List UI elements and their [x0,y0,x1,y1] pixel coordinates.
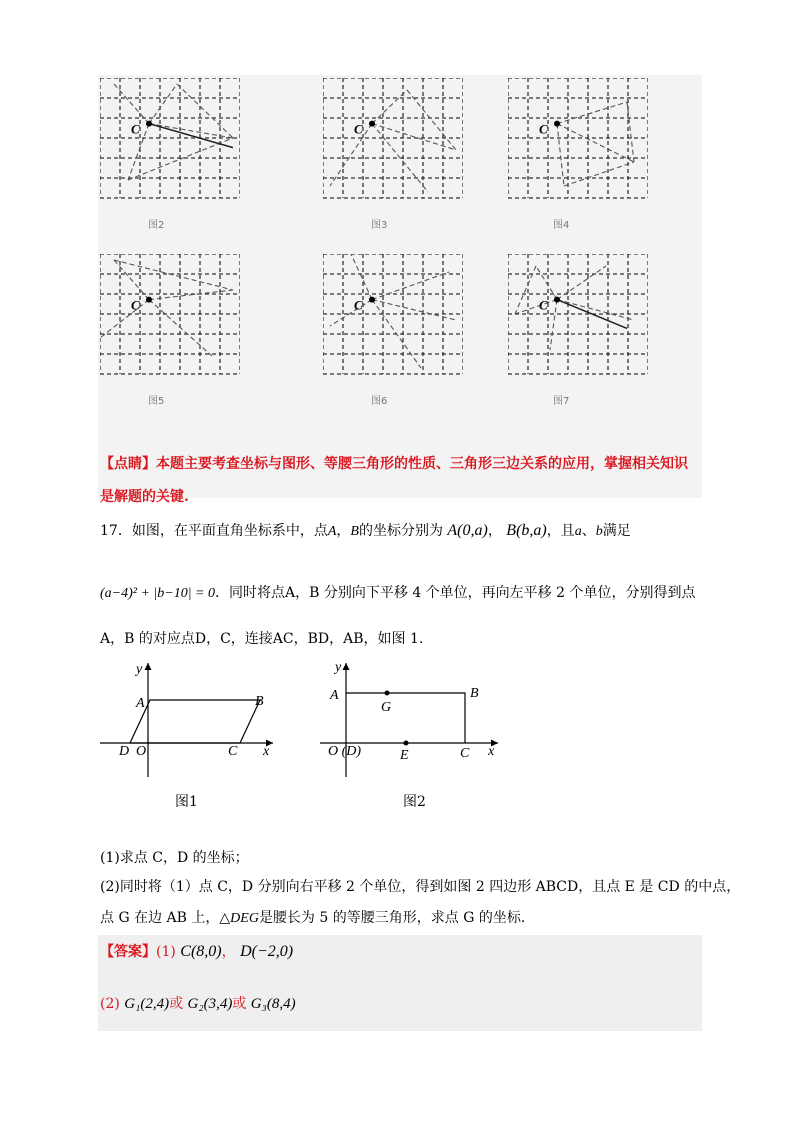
point-c-label: C [539,121,548,137]
comment-block [100,448,700,514]
svg-text:A: A [330,688,339,703]
svg-text:x: x [263,744,270,759]
svg-text:C: C [460,746,470,761]
svg-text:D: D [119,744,130,759]
problem17-line1: 17．如图，在平面直角坐标系中，点A，B的坐标分别为 A(0,a)， B(b,a)，且a、b满足 [100,522,631,539]
grid-figure-caption: 图2 [148,220,165,231]
point-c [554,297,560,303]
svg-text:O (D): O (D) [328,744,362,759]
problem17-line2: (a−4)² + |b−10| = 0．同时将点A，B 分别向下平移 4 个单位，再向左平移 2 个单位，分别得到点 [100,585,696,601]
point-c [554,121,560,127]
svg-text:G: G [381,700,392,715]
point-c-label: C [354,121,363,137]
figure-2 [318,655,508,805]
grid-figure-5 [100,254,240,410]
svg-text:A: A [136,696,145,711]
question-2-line1: (2)同时将（1）点 C，D 分别向右平移 2 个单位，得到如图 2 四边形 ABCD，且点 E 是 CD 的中点， [100,879,741,895]
comment-text-2: 是解题的关键. [100,489,189,505]
svg-text:O: O [136,744,147,759]
coord-b: B(b,a) [506,522,547,539]
svg-text:E: E [400,748,409,763]
answer-line2: (2) G₁(2,4)或 G₂(3,4)或 G₃(8,4) [100,996,296,1012]
grid-figure-4 [508,78,648,234]
figure-1-caption: 图1 [175,794,198,810]
grid-figure-7 [508,254,648,410]
point-c [369,121,375,127]
point-c [146,121,152,127]
equation: (a−4)² + |b−10| = 0 [100,586,216,601]
grid-figure-caption: 图4 [553,220,570,231]
grid-figure-caption: 图3 [371,220,388,231]
answer-tag: 【答案】 [100,944,156,960]
svg-text:y: y [335,660,342,675]
comment-tag: 【点睛】 [100,456,156,472]
svg-text:C: C [228,744,238,759]
point-c-label: C [131,121,140,137]
problem17-line3: A，B 的对应点D，C，连接AC，BD，AB，如图 1. [100,631,424,647]
grid-figure-caption: 图6 [371,396,388,407]
point-c-label: C [539,297,548,313]
coord-a: A(0,a) [447,522,488,539]
question-1: (1)求点 C，D 的坐标； [100,850,249,866]
question-2-line2: 点 G 在边 AB 上，△DEG是腰长为 5 的等腰三角形，求点 G 的坐标. [100,910,526,926]
answer-line1: 【答案】(1) C(8,0)， D(−2,0) [100,943,294,960]
point-c-label: C [131,297,140,313]
rectangle-abcd [346,693,465,743]
comment-text-1: 本题主要考查坐标与图形、等腰三角形的性质、三角形三边关系的应用，掌握相关知识 [156,456,688,472]
point-c [146,297,152,303]
figure-2-caption: 图2 [403,794,426,810]
svg-text:B: B [255,694,264,709]
parallelogram-abcd [130,700,260,743]
point-e [404,741,409,746]
grid-figure-6 [323,254,463,410]
svg-text:y: y [136,662,143,677]
figure-1 [95,655,285,805]
point-c-label: C [354,297,363,313]
grid-figure-caption: 图5 [148,396,165,407]
triangle-deg: △DEG [219,911,259,926]
grid-figure-3 [323,78,463,234]
point-c [369,297,375,303]
grid-figure-2 [100,78,240,234]
grid-figure-caption: 图7 [553,396,570,407]
svg-text:B: B [470,686,479,701]
svg-text:x: x [488,744,495,759]
point-g [385,691,390,696]
